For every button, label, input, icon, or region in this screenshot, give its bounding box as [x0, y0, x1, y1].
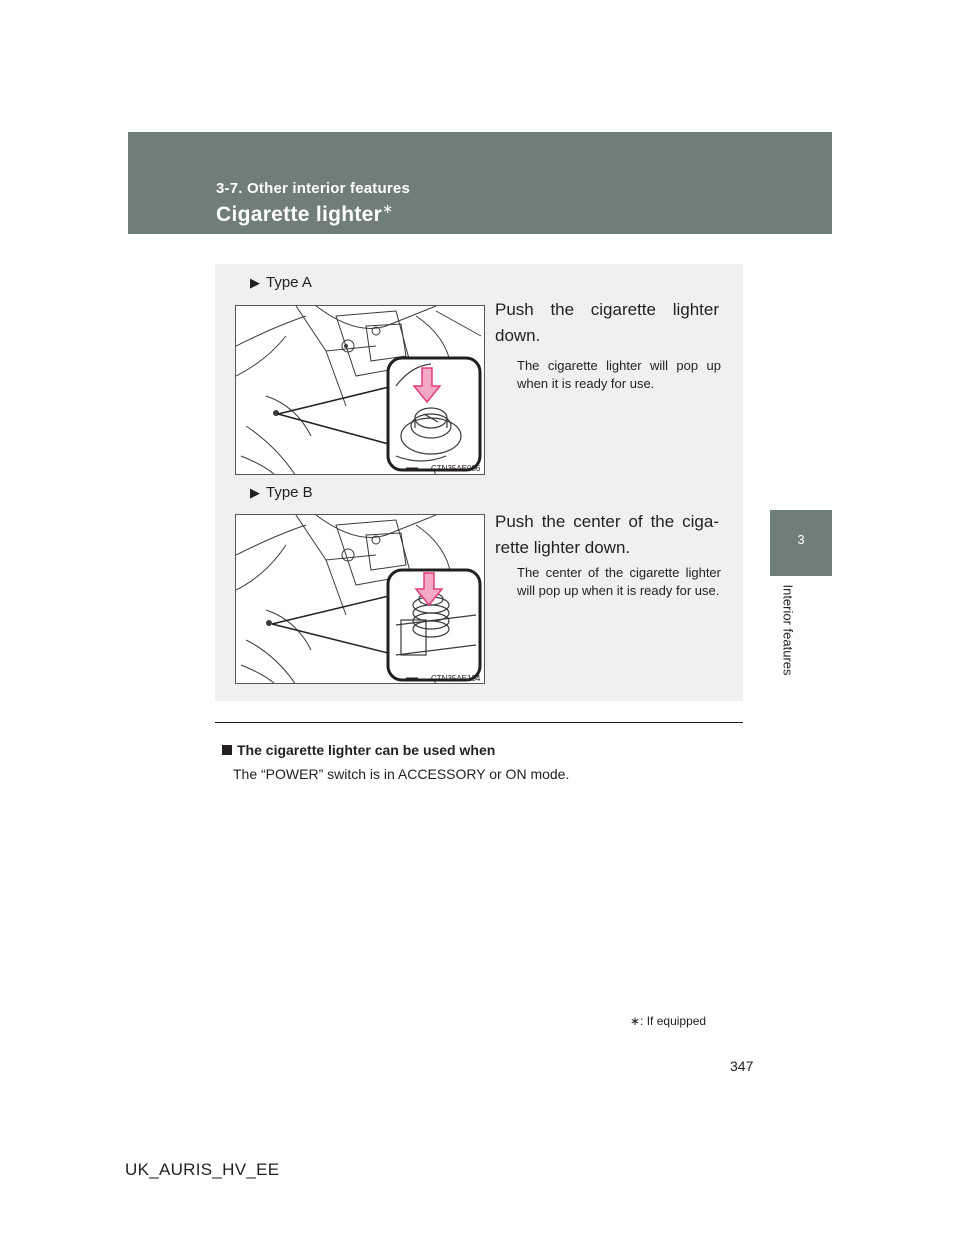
type-b-note: The center of the cigarette lighter will pop up when it is ready for use.: [517, 565, 721, 598]
type-b-illustration: [235, 514, 485, 684]
page-title: [216, 201, 393, 227]
triangle-right-icon: ▶: [250, 275, 260, 290]
section-label: 3-7. Other interior features: [216, 180, 410, 197]
square-bullet-icon: [222, 745, 232, 755]
chapter-label-text: Interior features: [780, 584, 796, 676]
type-a-note: The cigarette lighter will pop up when it is ready for use.: [517, 358, 721, 391]
info-heading-text: The cigarette lighter can be used when: [237, 742, 496, 758]
page-title-text: Cigarette lighter: [216, 203, 383, 226]
type-b-instruction: Push the center of the ciga-rette lighter down.: [495, 512, 719, 557]
type-a-instruction: Push the cigarette lighter down.: [495, 300, 719, 345]
type-a-illustration: [235, 305, 485, 475]
info-heading: [222, 742, 495, 758]
chapter-number: 3: [797, 532, 805, 547]
type-b-heading: [250, 484, 313, 501]
triangle-right-icon: ▶: [250, 485, 260, 500]
info-text: The “POWER” switch is in ACCESSORY or ON mode.: [233, 766, 570, 782]
type-b-figure-code: CTN35AE104: [431, 674, 481, 683]
chapter-tab: [770, 510, 832, 576]
page-header: [128, 132, 832, 234]
type-a-heading: [250, 274, 312, 291]
type-b-lighter-drawing: [236, 515, 485, 684]
type-b-heading-text: Type B: [266, 484, 313, 501]
chapter-label: [776, 578, 800, 688]
document-code: UK_AURIS_HV_EE: [125, 1160, 280, 1179]
type-a-lighter-drawing: [236, 306, 485, 475]
instruction-panel: [215, 264, 743, 701]
type-a-figure-code: CTN35AE086: [431, 464, 481, 473]
page-number: 347: [730, 1058, 754, 1074]
if-equipped-mark: ∗: [382, 201, 394, 216]
section-divider: [215, 722, 743, 723]
footnote: ∗: If equipped: [630, 1014, 707, 1028]
type-a-heading-text: Type A: [266, 274, 312, 291]
